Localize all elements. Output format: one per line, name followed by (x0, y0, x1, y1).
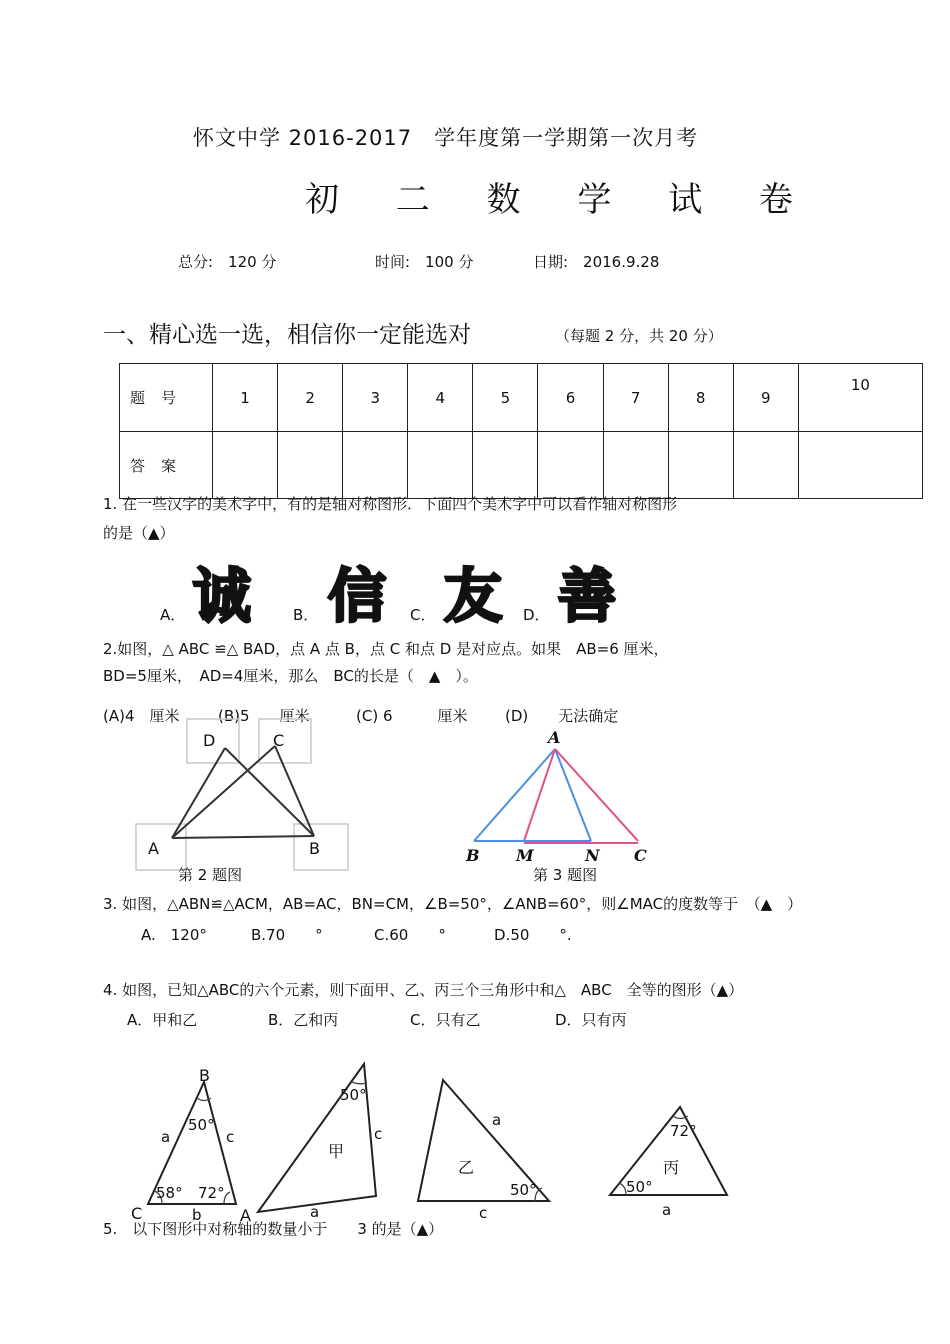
q4-bing-angle-left: 50° (626, 1178, 653, 1196)
q4-yi-side-c: c (479, 1204, 488, 1222)
question-number: 10 (798, 364, 922, 432)
q4-jia-angle: 50° (340, 1086, 367, 1104)
q4-yi-name: 乙 (458, 1158, 475, 1177)
q2-option-c: (C) 6 厘米 (356, 707, 468, 725)
q1-option-d-label: D． (523, 606, 550, 624)
q4-bing-side-a: a (662, 1201, 672, 1219)
q3-text: 3. 如图，△ABN≌△ACM，AB=AC，BN=CM，∠B=50°，∠ANB=60°，则∠MAC的度数等于 （▲ ） (103, 895, 803, 913)
q1-option-b-char: 信 (328, 562, 387, 630)
q4-abc-vertex-c: C (131, 1204, 143, 1223)
section-title: 一、精心选一选，相信你一定能选对 (103, 322, 471, 348)
q4-option-c: C．只有乙 (410, 1011, 481, 1029)
q4-abc-side-a: a (161, 1128, 171, 1146)
q3-option-a: A. 120° (141, 926, 207, 944)
q4-abc-vertex-a: A (240, 1206, 251, 1225)
q3-point-m: M (516, 846, 534, 865)
exam-title: 初 二 数 学 试 卷 (305, 180, 817, 220)
q3-point-c: C (634, 846, 647, 865)
question-number: 6 (538, 364, 603, 432)
q4-abc-side-b: b (192, 1206, 202, 1224)
question-number: 4 (408, 364, 473, 432)
q1-text-line2: 的是（▲） (103, 524, 175, 542)
question-number: 2 (278, 364, 343, 432)
q1-option-a-label: A． (160, 606, 186, 624)
q4-abc-vertex-b: B (199, 1066, 210, 1085)
q2-point-d: D (203, 731, 216, 750)
q4-option-b: B．乙和丙 (268, 1011, 339, 1029)
q1-option-b-label: B． (293, 606, 319, 624)
q4-abc-angle-b: 50° (188, 1116, 215, 1134)
q4-bing-angle-top: 72° (670, 1122, 697, 1140)
q2-point-a: A (148, 839, 159, 858)
question-number: 1 (213, 364, 278, 432)
q3-option-c: C.60 ° (374, 926, 446, 944)
q5-text: 5. 以下图形中对称轴的数量小于 3 的是（▲） (103, 1220, 444, 1238)
q2-text-line2: BD=5厘米， AD=4厘米，那么 BC的长是（ ▲ ）。 (103, 667, 478, 685)
q4-jia-name: 甲 (328, 1142, 345, 1161)
q3-option-d: D.50 °. (494, 926, 572, 944)
q3-option-b: B.70 ° (251, 926, 323, 944)
question-number: 8 (668, 364, 733, 432)
q4-abc-side-c: c (226, 1128, 235, 1146)
q4-yi-side-a: a (492, 1111, 502, 1129)
q4-option-a: A．甲和乙 (127, 1011, 198, 1029)
row-label: 题号 (120, 364, 213, 432)
q4-text: 4. 如图，已知△ABC的六个元素，则下面甲、乙、丙三个三角形中和△ ABC 全等的图形（▲） (103, 981, 744, 999)
q3-figure-caption: 第 3 题图 (533, 866, 598, 884)
exam-header: 怀文中学 2016-2017 学年度第一学期第一次月考 (193, 126, 699, 150)
q1-option-c-label: C． (410, 606, 436, 624)
q1-option-d-char: 善 (558, 562, 617, 630)
q2-option-a: (A)4 厘米 (103, 707, 180, 725)
q4-option-d: D．只有丙 (555, 1011, 627, 1029)
question-number: 9 (733, 364, 798, 432)
q3-point-b: B (466, 846, 480, 865)
question-number: 5 (473, 364, 538, 432)
question-number: 7 (603, 364, 668, 432)
q2-option-b: (B)5 厘米 (218, 707, 310, 725)
q3-point-n: N (585, 846, 600, 865)
question-number: 3 (343, 364, 408, 432)
q2-point-b: B (309, 839, 320, 858)
exam-time: 时间: 100 分 (375, 253, 474, 271)
exam-date: 日期: 2016.9.28 (533, 253, 660, 271)
q4-bing-name: 丙 (663, 1158, 680, 1177)
q1-text-line1: 1. 在一些汉字的美术字中，有的是轴对称图形．下面四个美术字中可以看作轴对称图形 (103, 495, 678, 513)
total-score: 总分: 120 分 (178, 253, 277, 271)
q2-figure-caption: 第 2 题图 (178, 866, 243, 884)
q3-point-a: A (548, 728, 561, 747)
q4-abc-angle-c: 58° (156, 1184, 183, 1202)
q1-option-c-char: 友 (444, 562, 503, 630)
q1-option-a-char: 诚 (193, 562, 252, 630)
q4-jia-side-c: c (374, 1125, 383, 1143)
q4-yi-angle: 50° (510, 1181, 537, 1199)
q2-option-d: (D) 无法确定 (505, 707, 619, 725)
q2-text-line1: 2.如图，△ ABC ≌△ BAD，点 A 点 B，点 C 和点 D 是对应点。如果 AB=6 厘米， (103, 640, 669, 658)
q2-point-c: C (273, 731, 285, 750)
q4-abc-angle-a: 72° (198, 1184, 225, 1202)
q4-jia-side-a: a (310, 1203, 320, 1221)
row-label: 答案 (120, 432, 213, 499)
section-note: （每题 2 分，共 20 分） (555, 327, 723, 345)
